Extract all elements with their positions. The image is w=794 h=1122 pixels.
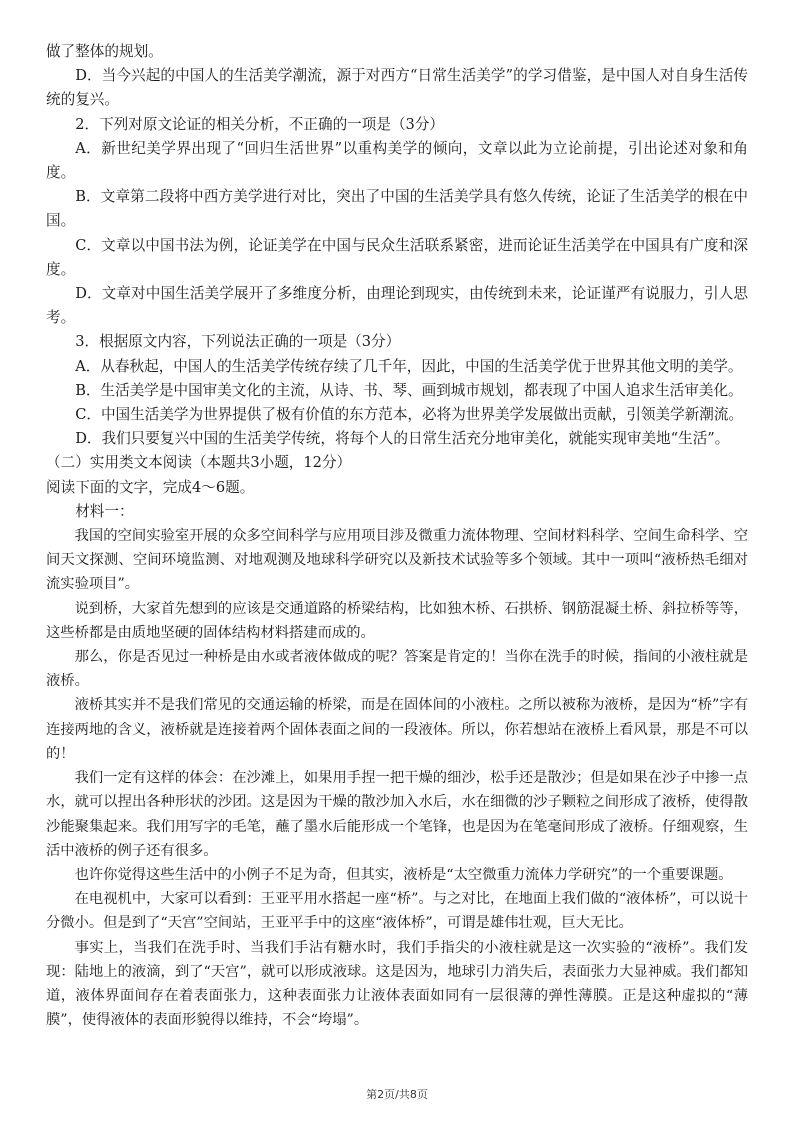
section-2-instruction: 阅读下面的文字，完成4～6题。 [46, 478, 255, 496]
q3-option-c: C．中国生活美学为世界提供了极有价值的东方范本，必将为世界美学发展做出贡献，引领美学新潮流。 [75, 406, 744, 424]
q2-option-c: C．文章以中国书法为例，论证美学在中国与民众生活联系紧密，进而论证生活美学在中国具有广度和深度。 [46, 236, 748, 278]
material-1-paragraph: 在电视机中，大家可以看到：王亚平用水搭起一座“桥”。与之对比，在地面上我们做的“液体桥”，可以说十分微小。但是到了“天宫”空间站，王亚平手中的这座“液体桥”，可谓是雄伟壮观，巨大无比。 [46, 891, 748, 932]
q2-option-b: B．文章第二段将中西方美学进行对比，突出了中国的生活美学具有悠久传统，论证了生活美学的根在中国。 [46, 188, 748, 230]
page-number: 第2页/共8页 [366, 1088, 428, 1101]
question-3-stem: 3．根据原文内容，下列说法正确的一项是（3分） [75, 333, 401, 351]
q3-option-d: D．我们只要复兴中国的生活美学传统，将每个人的日常生活充分地审美化，就能实现审美地“生活”。 [75, 430, 730, 448]
material-1-paragraph: 我们一定有这样的体会：在沙滩上，如果用手捏一把干燥的细沙，松手还是散沙；但是如果在沙子中掺一点水，就可以捏出各种形状的沙团。这是因为干燥的散沙加入水后，水在细微的沙子颗粒之间形成了液桥，使得散沙能聚集起来。我们用写字的毛笔，蘸了墨水后能形成一个笔锋，也是因为在笔毫间形成了液桥。仔细观察，生活中液桥的例子还有很多。 [46, 770, 748, 859]
section-2-title: （二）实用类文本阅读（本题共3小题，12分） [46, 454, 352, 472]
question-2-stem: 2．下列对原文论证的相关分析，不正确的一项是（3分） [75, 115, 445, 133]
material-1-paragraph: 也许你觉得这些生活中的小例子不足为奇，但其实，液桥是“太空微重力流体力学研究”的一个重要课题。 [74, 866, 733, 883]
q1-option-d: D．当今兴起的中国人的生活美学潮流，源于对西方“日常生活美学”的学习借鉴，是中国人对自身生活传统的复兴。 [46, 67, 748, 109]
material-1-paragraph: 那么，你是否见过一种桥是由水或者液体做成的呢？答案是肯定的！当你在洗手的时候，指间的小液柱就是液桥。 [46, 649, 748, 690]
q2-option-d: D．文章对中国生活美学展开了多维度分析，由理论到现实，由传统到未来，论证谨严有说服力，引人思考。 [46, 285, 748, 327]
material-1-paragraph: 液桥其实并不是我们常见的交通运输的桥梁，而是在固体间的小液柱。之所以被称为液桥，是因为“桥”字有连接两地的含义，液桥就是连接着两个固体表面之间的一段液体。所以，你若想站在液桥上看风景，那是不可以的！ [46, 697, 748, 762]
material-1-paragraph: 说到桥，大家首先想到的应该是交通道路的桥梁结构，比如独木桥、石拱桥、钢筋混凝土桥、斜拉桥等等，这些桥都是由质地坚硬的固体结构材料搭建而成的。 [46, 600, 748, 641]
q3-option-a: A．从春秋起，中国人的生活美学传统存续了几千年，因此，中国的生活美学优于世界其他文明的美学。 [75, 357, 743, 375]
material-1-paragraph: 我国的空间实验室开展的众多空间科学与应用项目涉及微重力流体物理、空间材料科学、空间生命科学、空间天文探测、空间环境监测、对地观测及地球科学研究以及新技术试验等多个领域。其中一项叫“液桥热毛细对流实验项目”。 [46, 528, 748, 593]
material-1-paragraph: 事实上，当我们在洗手时、当我们手沾有糖水时，我们手指尖的小液柱就是这一次实验的“液桥”。我们发现：陆地上的液滴，到了“天宫”，就可以形成液球。这是因为，地球引力消失后，表面张力大显神威。我们都知道，液体界面间存在着表面张力，这种表面张力让液体表面如同有一层很薄的弹性薄膜。正是这种虚拟的“薄膜”，使得液体的表面形貌得以维持，不会“垮塌”。 [46, 939, 748, 1029]
q3-option-b: B．生活美学是中国审美文化的主流，从诗、书、琴、画到城市规划，都表现了中国人追求生活审美化。 [75, 381, 743, 399]
material-1-label: 材料一： [75, 502, 134, 520]
q2-option-a: A．新世纪美学界出现了“回归生活世界”以重构美学的倾向，文章以此为立论前提，引出论述对象和角度。 [46, 139, 748, 182]
text-line: 做了整体的规划。 [46, 43, 163, 60]
